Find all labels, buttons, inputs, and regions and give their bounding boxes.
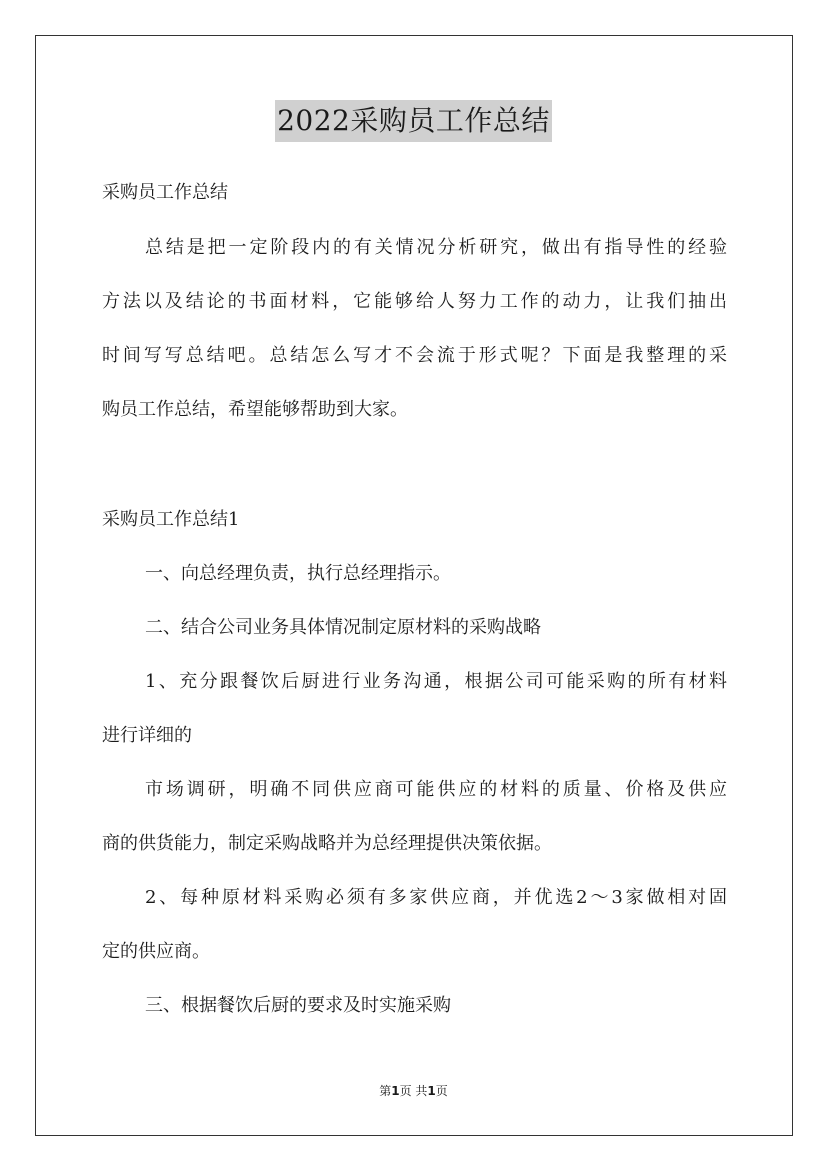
page-footer (0, 1083, 827, 1099)
body-line-9: 三、根据餐饮后厨的要求及时实施采购 (145, 995, 451, 1016)
body-line-5: 市场调研，明确不同供应商可能供应的材料的质量、价格及供应 (145, 779, 727, 800)
body-line-6: 商的供货能力，制定采购战略并为总经理提供决策依据。 (102, 833, 552, 854)
body-line-7: 2、每种原材料采购必须有多家供应商，并优选2～3家做相对固 (145, 887, 727, 908)
intro-line-4: 购员工作总结，希望能够帮助到大家。 (102, 399, 408, 420)
body-line-1: 一、向总经理负责，执行总经理指示。 (145, 563, 451, 584)
body-line-2: 二、结合公司业务具体情况制定原材料的采购战略 (145, 617, 541, 638)
section-heading: 采购员工作总结1 (102, 509, 240, 530)
document-title: 2022采购员工作总结 (275, 100, 552, 142)
title-block (0, 100, 827, 142)
footer-suffix: 页 (435, 1084, 448, 1098)
footer-page-total: 1 (427, 1084, 436, 1098)
intro-line-2: 方法以及结论的书面材料，它能够给人努力工作的动力，让我们抽出 (102, 291, 727, 312)
footer-prefix: 第 (379, 1084, 392, 1098)
footer-mid: 页 共 (399, 1084, 428, 1098)
intro-line-3: 时间写写总结吧。总结怎么写才不会流于形式呢？下面是我整理的采 (102, 345, 727, 366)
intro-line-1: 总结是把一定阶段内的有关情况分析研究，做出有指导性的经验 (145, 237, 727, 258)
body-line-3: 1、充分跟餐饮后厨进行业务沟通，根据公司可能采购的所有材料 (145, 671, 727, 692)
body-line-8: 定的供应商。 (102, 941, 210, 962)
footer-page-number: 1 (391, 1084, 400, 1098)
subtitle: 采购员工作总结 (102, 182, 228, 203)
body-line-4: 进行详细的 (102, 725, 192, 746)
